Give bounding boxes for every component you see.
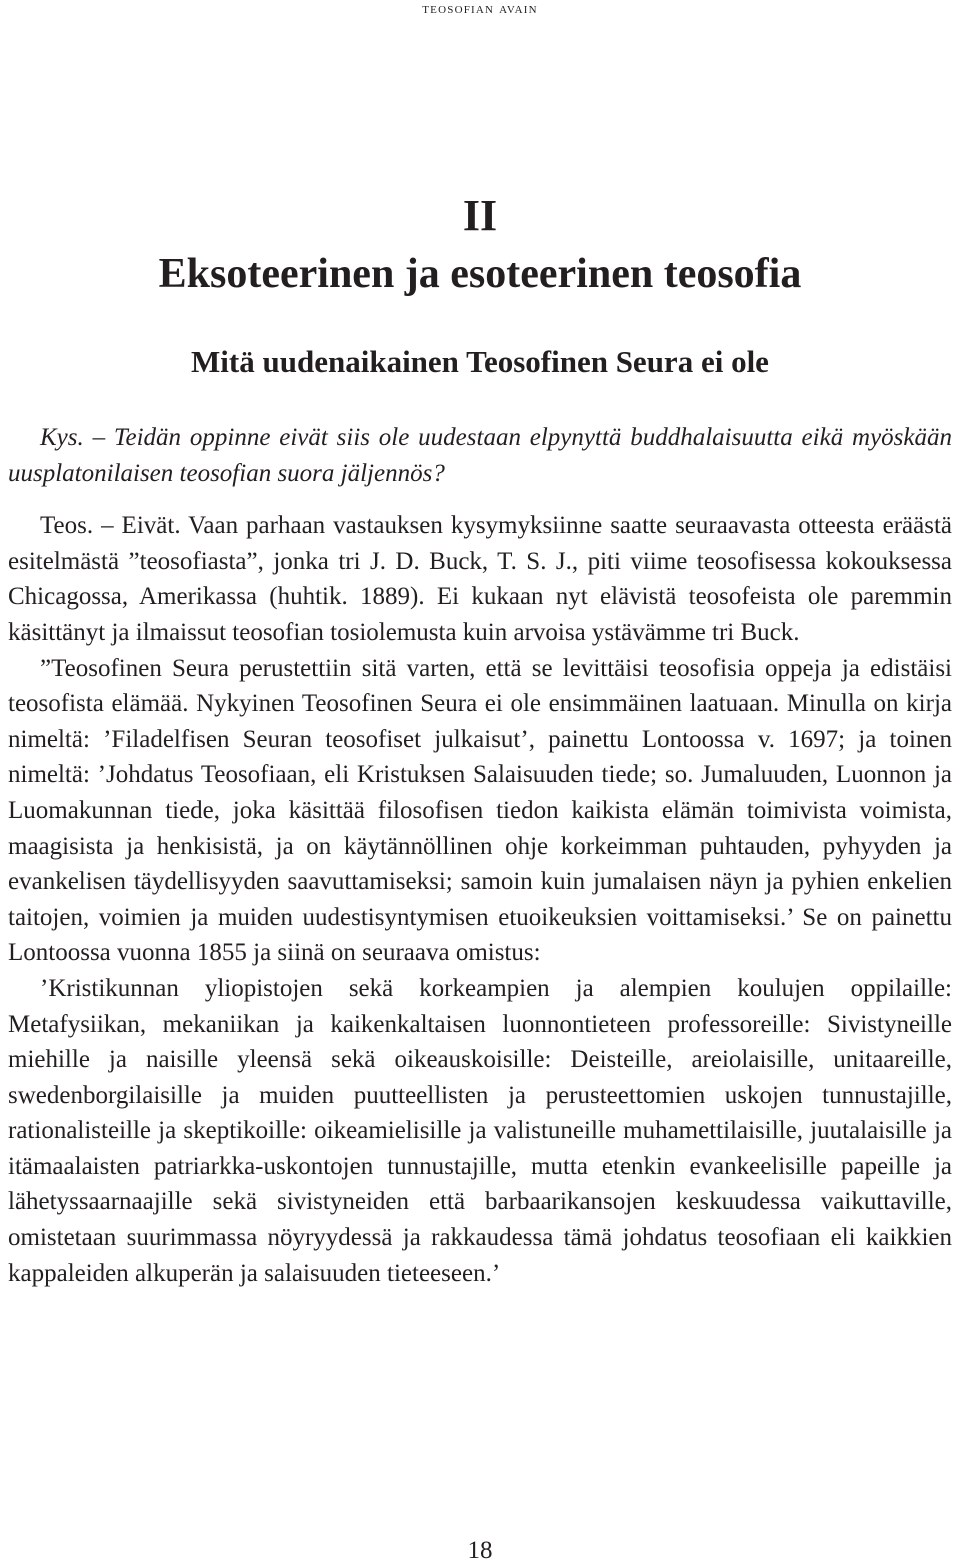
quote-paragraph: ”Teosofinen Seura perustettiin sitä varten, että se levittäisi teosofisia oppeja ja edistäisi teosofista elämää. Nykyinen Teosofinen Seura ei ole ensimmäinen laatuaan. Minulla on kirja nimeltä: ’Filadelfisen Seuran teosofiset julkaisut’, painettu Lontoossa v. 1697; ja toinen nimeltä: ’Johdatus Teosofiaan, eli Kristuksen Salaisuuden tiede; so. Jumaluuden, Luonnon ja Luomakunnan tiede, joka käsittää filosofisen tiedon kaikista elämän toimivista voimista, maagisista ja henkisistä, ja on käytännöllinen ohje korkeimman puhtauden, pyhyyden ja evankelisen täydellisyyden saavuttamiseksi; samoin kuin jumalaisen näyn ja pyhien enkelien taitojen, voimien ja muiden uudestisyntymisen etuoikeuksien voittamiseksi.’ Se on painettu Lontoossa vuonna 1855 ja siinä on seuraava omistus: [8,654,952,967]
running-head: teosofian avain [422,1,538,17]
chapter-title: Eksoteerinen ja esoteerinen teosofia [158,251,802,297]
section-title: Mitä uudenaikainen Teosofinen Seura ei ole [191,344,769,379]
question-paragraph: Kys. – Teidän oppinne eivät siis ole uudestaan elpynyttä buddhalaisuutta eikä myöskään uusplatonilaisen teosofian suora jäljennös? [8,424,952,487]
page-number: 18 [467,1537,493,1564]
body-text [8,420,952,1291]
chapter-number: II [462,191,498,240]
answer-paragraph: Teos. – Eivät. Vaan parhaan vastauksen kysymyksiinne saatte seuraavasta otteesta eräästä esitelmästä ”teosofiasta”, jonka tri J. D. Buck, T. S. J., piti viime teosofisessa kokouksessa Chicagossa, Amerikassa (huhtik. 1889). Ei kukaan nyt elävistä teosofeista ole paremmin käsittänyt ja ilmaissut teosofian tosiolemusta kuin arvoisa ystävämme tri Buck. [8,512,952,646]
book-page [8,0,952,1565]
dedication-paragraph: ’Kristikunnan yliopistojen sekä korkeampien ja alempien koulujen oppilaille: Metafysiikan, mekaniikan ja kaikenkaltaisen luonnontieteen professoreille: Sivistyneille miehille ja naisille yleensä sekä oikeauskoisille: Deisteille, areiolaisille, unitaareille, swedenborgilaisille ja muiden puutteellisten ja perusteettomien uskojen tunnustajille, rationalisteille ja skeptikoille: oikeamielisille ja valistuneille muhamettilaisille, juutalaisille ja itämaalaisten patriarkka-uskontojen tunnustajille, mutta etenkin evankeelisille papeille ja lähetyssaarnaajille sekä sivistyneiden että barbaarikansojen keskuudessa vaikuttaville, omistetaan suurimmassa nöyryydessä ja rakkaudessa tämä johdatus teosofiaan eli kaikkien kappaleiden alkuperän ja salaisuuden tieteeseen.’ [8,974,952,1287]
